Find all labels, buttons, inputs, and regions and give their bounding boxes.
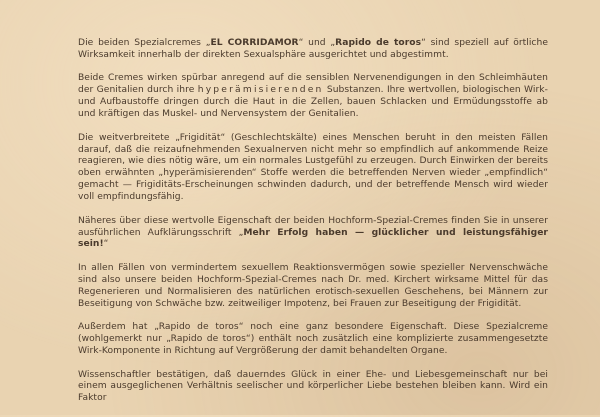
paragraph (78, 370, 548, 406)
text-run: “ (103, 239, 109, 250)
paragraph (78, 322, 548, 358)
bold-text: EL CORRIDAMOR (210, 38, 299, 48)
text-run: “ und „ (298, 38, 336, 48)
text-run: Die beiden Spezialcremes „ (78, 38, 211, 48)
paragraph (78, 133, 548, 204)
paragraph (78, 73, 548, 121)
text-run: In allen Fällen von vermindertem sexuellem Reaktionsvermögen sowie spezieller Nervenschwäche sind also unsere beiden Hochform-Spezial-Cremes nach Dr. med. Kirchert wirksame Mittel für das Regenerieren und Normalisieren des natürlichen erotisch-sexuellen Geschehens, bei Männern zur Beseitigung von Schwäche bzw. zeitweiliger Impotenz, bei Frauen zur Beseitigung der Frigidität. (78, 262, 548, 309)
text-run: Beide Cremes wirken spürbar anregend auf die sensiblen Nervenendigungen in den Schleimhäuten der Genitalien durch ihre (78, 73, 548, 96)
text-run: Wissenschaftler bestätigen, daß dauerndes Glück in einer Ehe- und Liebesgemeinschaft nur bei einem ausgeglichenen Verhältnis seelischer und körperlicher Liebe bestehen bleiben kann. Wird ein Faktor (78, 369, 548, 404)
text-run: Die weitverbreitete „Frigidität“ (Geschlechtskälte) eines Menschen beruht in den meisten Fällen darauf, daß die reizaufnehmenden Sexualnerven nicht mehr so empfindlich auf ankommende Reize reagieren, wie dies nötig wäre, um ein normales Lustgefühl zu erzeugen. Durch Einwirken der bereits oben erwähnten „hyperämisierenden“ Stoffe werden die betreffenden Nerven wieder „empfindlich“ gemacht — Frigiditäts-Erscheinungen schwinden dadurch, und der betreffende Mensch wird wieder voll empfindungsfähig. (78, 132, 548, 203)
text-run: Näheres über diese wertvolle Eigenschaft der beiden Hochform-Spezial-Cremes finden Sie in unserer ausführlichen Aufklärungsschrift „ (78, 215, 548, 238)
text-run: “ sind speziell auf örtliche Wirksamkeit innerhalb der direkten Sexualsphäre ausgerichtet und abgestimmt. (78, 38, 548, 60)
spaced-text: hyperämisierenden (197, 85, 324, 96)
paragraph (78, 216, 548, 252)
text-run: Außerdem hat „Rapido de toros“ noch eine ganz besondere Eigenschaft. Diese Spezialcreme (wohlgemerkt nur „Rapido de toros“) enthält noch zusätzlich eine komplizierte zusammengesetzte Wirk-Komponente in Richtung auf Vergrößerung der damit behandelten Organe. (78, 322, 548, 356)
paragraph (78, 38, 548, 62)
text-column (78, 38, 548, 417)
paragraph (78, 263, 548, 311)
bold-text: Rapido de toros (335, 38, 422, 48)
bold-text: Mehr Erfolg haben — glücklicher und leistungsfähiger sein! (78, 227, 548, 250)
text-run: Substanzen. Ihre wertvollen, biologischen Wirk- und Aufbaustoffe dringen durch die Haut in die Zellen, bauen Schlacken und Ermüdungsstoffe ab und kräftigen das Muskel- und Nervensystem der Genitalien. (78, 85, 548, 120)
